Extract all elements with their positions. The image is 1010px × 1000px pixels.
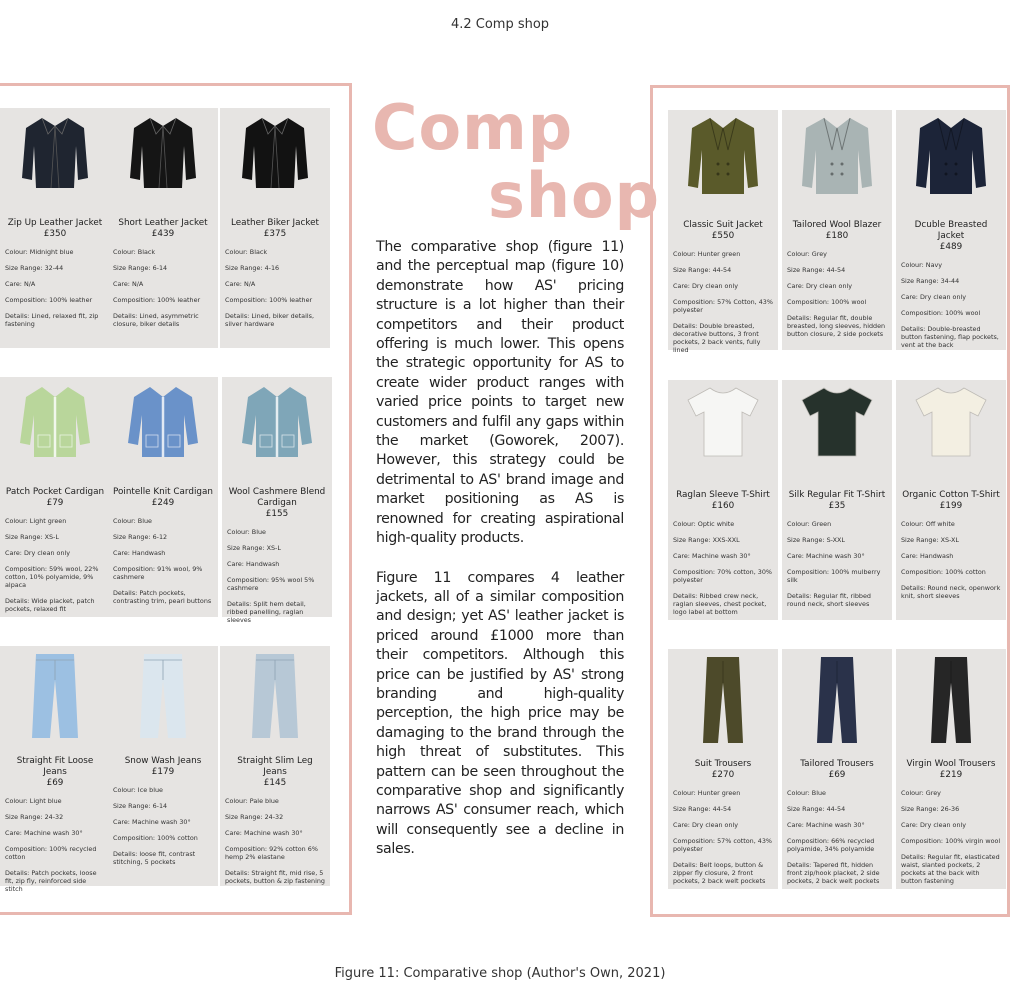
product-price: £249 [151,498,175,508]
product-details: Details: Straight fit, mid rise, 5 pockets, button & zip fastening [225,869,325,885]
product-size-range: Size Range: 24-32 [225,813,284,821]
product-price: £270 [711,770,735,780]
product-name: Tailored Trousers [800,759,874,769]
product-size-range: Size Range: 24-32 [5,813,64,821]
product-card [0,377,110,617]
product-care: Care: Handwash [113,549,166,557]
product-card [896,110,1006,350]
product-care: Care: Dry clean only [673,821,739,829]
product-care: Care: Machine wash 30° [787,552,865,560]
product-price: £160 [711,501,735,511]
product-colour: Colour: Black [225,248,268,256]
product-composition: Composition: 95% wool 5% cashmere [227,576,315,592]
product-composition: Composition: 100% wool [901,309,981,317]
product-name: Snow Wash Jeans [124,756,202,766]
product-care: Care: Handwash [227,560,280,568]
product-colour: Colour: Green [787,520,832,528]
product-care: Care: Dry clean only [5,549,71,557]
product-details: Details: loose fit, contrast stitching, 5 pockets [113,850,196,866]
product-composition: Composition: 59% wool, 22% cotton, 10% polyamide, 9% alpaca [5,565,99,589]
product-card [896,380,1006,620]
product-care: Care: N/A [225,280,256,288]
product-details: Details: Regular fit, ribbed round neck, short sleeves [787,592,871,608]
product-price: £145 [263,778,287,788]
tshirt-icon [673,384,773,484]
product-size-range: Size Range: XS-L [227,544,281,552]
product-colour: Colour: Pale blue [225,797,279,805]
product-name: Dcuble Breasted Jacket [914,220,988,241]
cardigan-icon [5,381,105,481]
jacket-icon [5,112,105,212]
body-paragraph-1: The comparative shop (figure 11) and the perceptual map (figure 10) demonstrate how AS' pricing structure is a lot higher than their competitors and their product offering is much lower. This opens the strategic opportunity for AS to create wider product ranges with varied price points to target new customers and fulfil any gaps within the market (Goworek, 2007). However, this strategy could be detrimental to AS' brand image and market positioning as AS is renowned for creating aspirational high-quality products. [376,239,624,547]
product-composition: Composition: 100% wool [787,298,867,306]
product-details: Details: Tapered fit, hidden front zip/hook placket, 2 side pockets, 2 back welt pockets [787,861,880,885]
product-card [0,646,110,893]
product-colour: Colour: Light green [5,517,67,525]
product-composition: Composition: 100% leather [113,296,201,304]
product-card [782,649,892,889]
product-name: Patch Pocket Cardigan [5,487,105,497]
product-card [108,646,218,886]
product-price: £69 [828,770,846,780]
product-colour: Colour: Blue [227,528,266,536]
product-details: Details: Round neck, openwork knit, short sleeves [901,584,1001,600]
product-composition: Composition: 100% leather [5,296,93,304]
jacket-icon [113,112,213,212]
product-size-range: Size Range: 44-54 [673,805,732,813]
product-details: Details: Lined, asymmetric closure, biker details [113,312,199,328]
product-composition: Composition: 57% cotton, 43% polyester [673,837,772,853]
product-price: £550 [711,231,735,241]
product-composition: Composition: 100% leather [225,296,313,304]
product-composition: Composition: 100% recycled cotton [5,845,97,861]
figure-caption: Figure 11: Comparative shop (Author's Own, 2021) [334,966,666,981]
product-details: Details: Double-breasted button fastening, flap pockets, vent at the back [901,325,999,349]
jeans-icon [113,650,213,750]
product-card [668,649,778,889]
product-composition: Composition: 100% virgin wool [901,837,1001,845]
product-card [108,108,218,348]
product-details: Details: Double breasted, decorative buttons, 3 front pockets, 2 back vents, fully lined [673,322,761,354]
product-name: Suit Trousers [694,759,752,769]
product-composition: Composition: 100% cotton [901,568,986,576]
product-care: Care: N/A [113,280,144,288]
product-composition: Composition: 100% mulberry silk [787,568,881,584]
product-colour: Colour: Ice blue [113,786,163,794]
product-details: Details: Patch pockets, loose fit, zip fly, reinforced side stitch [5,869,97,893]
product-details: Details: Lined, biker details, silver hardware [225,312,314,328]
product-name: Zip Up Leather Jacket [7,218,103,228]
product-size-range: Size Range: 32-44 [5,264,64,272]
jeans-icon [5,650,105,750]
product-colour: Colour: Hunter green [673,250,741,258]
product-details: Details: Regular fit, elasticated waist, slanted pockets, 2 pockets at the back with button fastening [901,853,1000,885]
product-card [782,110,892,350]
product-size-range: Size Range: 6-14 [113,264,168,272]
product-composition: Composition: 100% cotton [113,834,198,842]
product-details: Details: Wide placket, patch pockets, relaxed fit [5,597,95,613]
product-size-range: Size Range: 26-36 [901,805,960,813]
trousers-icon [901,653,1001,753]
product-price: £155 [265,509,289,519]
product-colour: Colour: Blue [113,517,152,525]
product-name: Leather Biker Jacket [231,218,319,228]
product-details: Details: Belt loops, button & zipper fly closure, 2 front pockets, 2 back welt pockets [673,861,766,885]
product-card [668,110,778,354]
product-price: £35 [828,501,846,511]
product-card [668,380,778,620]
product-size-range: Size Range: S-XXL [787,536,845,544]
product-card [222,377,332,624]
product-composition: Composition: 91% wool, 9% cashmere [113,565,203,581]
product-size-range: Size Range: 44-54 [787,266,846,274]
product-details: Details: Split hem detail, ribbed panelling, raglan sleeves [227,600,306,624]
jeans-icon [225,650,325,750]
product-size-range: Size Range: XXS-XXL [673,536,740,544]
product-name: Straight Fit Loose Jeans [16,756,94,777]
product-colour: Colour: Grey [787,250,827,258]
product-size-range: Size Range: 6-12 [113,533,168,541]
product-care: Care: Machine wash 30° [5,829,83,837]
product-colour: Colour: Optic white [673,520,735,528]
product-colour: Colour: Grey [901,789,941,797]
product-care: Care: Dry clean only [673,282,739,290]
product-size-range: Size Range: 34-44 [901,277,960,285]
product-size-range: Size Range: 4-16 [225,264,280,272]
product-name: Straight Slim Leg Jeans [237,756,313,777]
product-size-range: Size Range: 44-54 [787,805,846,813]
product-care: Care: Handwash [901,552,954,560]
product-name: Pointelle Knit Cardigan [113,487,213,497]
product-price: £69 [46,778,64,788]
product-care: Care: Machine wash 30° [113,818,191,826]
product-composition: Composition: 70% cotton, 30% polyester [673,568,772,584]
product-care: Care: Dry clean only [787,282,853,290]
blazer-icon [787,114,887,214]
product-care: Care: Dry clean only [901,821,967,829]
product-card [108,377,218,617]
product-name: Tailored Wool Blazer [792,220,882,230]
product-price: £219 [939,770,963,780]
product-price: £179 [151,767,175,777]
trousers-icon [787,653,887,753]
product-size-range: Size Range: XS-L [5,533,59,541]
product-colour: Colour: Hunter green [673,789,741,797]
product-colour: Colour: Blue [787,789,826,797]
product-price: £350 [43,229,67,239]
product-details: Details: Regular fit, double breasted, long sleeves, hidden button closure, 2 side pockets [787,314,886,338]
product-size-range: Size Range: 44-54 [673,266,732,274]
product-size-range: Size Range: 6-14 [113,802,168,810]
product-care: Care: Machine wash 30° [673,552,751,560]
product-name: Virgin Wool Trousers [906,759,996,769]
product-care: Care: Machine wash 30° [787,821,865,829]
blazer-icon [901,114,1001,214]
product-price: £199 [939,501,963,511]
product-details: Details: Lined, relaxed fit, zip fastening [5,312,99,328]
product-colour: Colour: Light blue [5,797,62,805]
product-colour: Colour: Black [113,248,156,256]
product-price: £439 [151,229,175,239]
body-paragraph-2: Figure 11 compares 4 leather jackets, all of a similar composition and design; yet AS' leather jacket is priced around £1000 more than their competitors. Although this price can be justified by AS' strong branding and high-quality perception, the high price may be damaging to the brand through the high threat of substitutes. This pattern can be seen throughout the comparative shop and significantly narrows AS' consumer reach, which will consequently see a decline in sales. [376,569,624,858]
title-shop: shop [488,159,661,232]
product-care: Care: N/A [5,280,36,288]
tshirt-icon [787,384,887,484]
product-colour: Colour: Midnight blue [5,248,74,256]
product-name: Short Leather Jacket [118,218,208,228]
product-name: Raglan Sleeve T-Shirt [676,490,770,500]
product-colour: Colour: Navy [901,261,943,269]
product-card [0,108,110,348]
product-colour: Colour: Off white [901,520,955,528]
page-header: 4.2 Comp shop [450,17,550,32]
jacket-icon [225,112,325,212]
product-composition: Composition: 57% Cotton, 43% polyester [673,298,773,314]
product-size-range: Size Range: XS-XL [901,536,959,544]
product-price: £489 [939,242,963,252]
product-price: £79 [46,498,64,508]
product-card [220,108,330,348]
product-name: Organic Cotton T-Shirt [902,490,1000,500]
product-price: £375 [263,229,287,239]
product-care: Care: Dry clean only [901,293,967,301]
product-price: £180 [825,231,849,241]
product-card [220,646,330,886]
product-name: Wool Cashmere Blend Cardigan [228,487,326,508]
tshirt-icon [901,384,1001,484]
product-name: Silk Regular Fit T-Shirt [788,490,886,500]
product-details: Details: Patch pockets, contrasting trim, pearl buttons [113,589,212,605]
title-comp: Comp [372,91,574,164]
product-card [896,649,1006,889]
body-text [376,238,624,880]
cardigan-icon [113,381,213,481]
product-name: Classic Suit Jacket [683,220,763,230]
trousers-icon [673,653,773,753]
product-card [782,380,892,620]
cardigan-icon [227,381,327,481]
product-details: Details: Ribbed crew neck, raglan sleeves, chest pocket, logo label at bottom [673,592,767,616]
product-composition: Composition: 66% recycled polyamide, 34% polyamide [787,837,875,853]
product-composition: Composition: 92% cotton 6% hemp 2% elastane [225,845,318,861]
blazer-icon [673,114,773,214]
product-care: Care: Machine wash 30° [225,829,303,837]
